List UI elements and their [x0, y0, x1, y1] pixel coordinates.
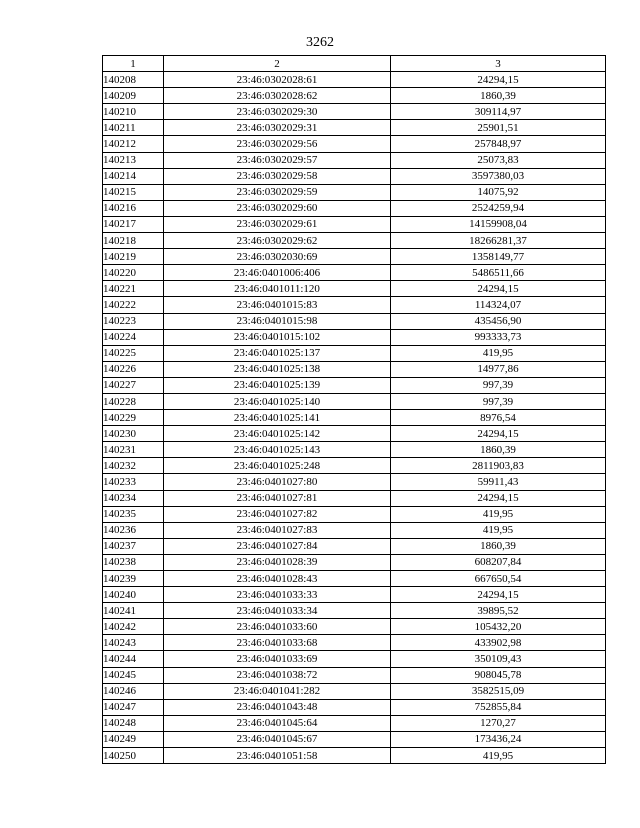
table-row — [103, 651, 606, 667]
table-row — [103, 361, 606, 377]
cadastral-number-cell: 23:46:0302029:30 — [164, 104, 391, 120]
cadastral-value-cell: 419,95 — [391, 522, 606, 538]
table-row — [103, 667, 606, 683]
cadastral-number-cell: 23:46:0401027:83 — [164, 522, 391, 538]
table-row — [103, 474, 606, 490]
row-number-cell: 140211 — [103, 120, 164, 136]
cadastral-number-cell: 23:46:0401027:81 — [164, 490, 391, 506]
cadastral-number-cell: 23:46:0302029:59 — [164, 184, 391, 200]
cadastral-value-cell: 997,39 — [391, 377, 606, 393]
cadastral-value-cell: 24294,15 — [391, 281, 606, 297]
cadastral-value-cell: 14159908,04 — [391, 216, 606, 232]
cadastral-value-cell: 59911,43 — [391, 474, 606, 490]
row-number-cell: 140216 — [103, 200, 164, 216]
cadastral-value-cell: 14075,92 — [391, 184, 606, 200]
cadastral-number-cell: 23:46:0401027:82 — [164, 506, 391, 522]
row-number-cell: 140215 — [103, 184, 164, 200]
row-number-cell: 140209 — [103, 88, 164, 104]
cadastral-value-cell: 24294,15 — [391, 426, 606, 442]
cadastral-value-cell: 1358149,77 — [391, 249, 606, 265]
table-row — [103, 233, 606, 249]
cadastral-value-cell: 14977,86 — [391, 361, 606, 377]
cadastral-value-cell: 2524259,94 — [391, 200, 606, 216]
table-row — [103, 538, 606, 554]
cadastral-number-cell: 23:46:0401027:84 — [164, 538, 391, 554]
cadastral-value-cell: 1860,39 — [391, 88, 606, 104]
cadastral-number-cell: 23:46:0302029:31 — [164, 120, 391, 136]
cadastral-number-cell: 23:46:0401033:34 — [164, 603, 391, 619]
table-row — [103, 329, 606, 345]
row-number-cell: 140242 — [103, 619, 164, 635]
row-number-cell: 140232 — [103, 458, 164, 474]
cadastral-number-cell: 23:46:0401033:69 — [164, 651, 391, 667]
cadastral-number-cell: 23:46:0302029:58 — [164, 168, 391, 184]
cadastral-number-cell: 23:46:0401025:140 — [164, 393, 391, 409]
table-row — [103, 72, 606, 88]
row-number-cell: 140210 — [103, 104, 164, 120]
table-row — [103, 442, 606, 458]
table-row — [103, 715, 606, 731]
row-number-cell: 140243 — [103, 635, 164, 651]
cadastral-value-cell: 1270,27 — [391, 715, 606, 731]
row-number-cell: 140223 — [103, 313, 164, 329]
cadastral-value-cell: 24294,15 — [391, 587, 606, 603]
row-number-cell: 140231 — [103, 442, 164, 458]
row-number-cell: 140227 — [103, 377, 164, 393]
row-number-cell: 140233 — [103, 474, 164, 490]
cadastral-value-cell: 3597380,03 — [391, 168, 606, 184]
cadastral-value-cell: 993333,73 — [391, 329, 606, 345]
row-number-cell: 140245 — [103, 667, 164, 683]
cadastral-number-cell: 23:46:0302029:57 — [164, 152, 391, 168]
cadastral-number-cell: 23:46:0401033:33 — [164, 587, 391, 603]
cadastral-number-cell: 23:46:0302029:61 — [164, 216, 391, 232]
cadastral-value-table — [102, 55, 606, 764]
table-row — [103, 393, 606, 409]
cadastral-value-cell: 3582515,09 — [391, 683, 606, 699]
row-number-cell: 140230 — [103, 426, 164, 442]
cadastral-number-cell: 23:46:0401041:282 — [164, 683, 391, 699]
cadastral-value-cell: 908045,78 — [391, 667, 606, 683]
row-number-cell: 140244 — [103, 651, 164, 667]
cadastral-number-cell: 23:46:0401033:60 — [164, 619, 391, 635]
row-number-cell: 140208 — [103, 72, 164, 88]
cadastral-number-cell: 23:46:0401045:64 — [164, 715, 391, 731]
table-row — [103, 490, 606, 506]
table-row — [103, 297, 606, 313]
cadastral-value-cell: 419,95 — [391, 345, 606, 361]
table-row — [103, 265, 606, 281]
cadastral-value-cell: 997,39 — [391, 393, 606, 409]
row-number-cell: 140224 — [103, 329, 164, 345]
cadastral-value-cell: 433902,98 — [391, 635, 606, 651]
cadastral-value-cell: 309114,97 — [391, 104, 606, 120]
row-number-cell: 140246 — [103, 683, 164, 699]
table-row — [103, 216, 606, 232]
column-header-2: 2 — [164, 56, 391, 72]
table-row — [103, 554, 606, 570]
row-number-cell: 140235 — [103, 506, 164, 522]
table-row — [103, 249, 606, 265]
table-row — [103, 748, 606, 764]
table-row — [103, 571, 606, 587]
table-row — [103, 184, 606, 200]
cadastral-number-cell: 23:46:0401025:248 — [164, 458, 391, 474]
cadastral-value-cell: 752855,84 — [391, 699, 606, 715]
cadastral-value-cell: 24294,15 — [391, 72, 606, 88]
cadastral-value-cell: 24294,15 — [391, 490, 606, 506]
column-header-3: 3 — [391, 56, 606, 72]
row-number-cell: 140248 — [103, 715, 164, 731]
cadastral-number-cell: 23:46:0401015:98 — [164, 313, 391, 329]
row-number-cell: 140238 — [103, 554, 164, 570]
row-number-cell: 140226 — [103, 361, 164, 377]
cadastral-value-cell: 667650,54 — [391, 571, 606, 587]
cadastral-value-cell: 114324,07 — [391, 297, 606, 313]
cadastral-value-cell: 5486511,66 — [391, 265, 606, 281]
cadastral-value-cell: 1860,39 — [391, 442, 606, 458]
cadastral-number-cell: 23:46:0401028:39 — [164, 554, 391, 570]
cadastral-number-cell: 23:46:0401025:143 — [164, 442, 391, 458]
row-number-cell: 140249 — [103, 731, 164, 747]
table-row — [103, 635, 606, 651]
table-row — [103, 200, 606, 216]
row-number-cell: 140239 — [103, 571, 164, 587]
table-row — [103, 506, 606, 522]
cadastral-number-cell: 23:46:0401033:68 — [164, 635, 391, 651]
cadastral-value-cell: 105432,20 — [391, 619, 606, 635]
row-number-cell: 140229 — [103, 410, 164, 426]
row-number-cell: 140234 — [103, 490, 164, 506]
table-row — [103, 345, 606, 361]
cadastral-value-cell: 2811903,83 — [391, 458, 606, 474]
table-row — [103, 410, 606, 426]
row-number-cell: 140218 — [103, 233, 164, 249]
row-number-cell: 140221 — [103, 281, 164, 297]
cadastral-number-cell: 23:46:0401015:102 — [164, 329, 391, 345]
cadastral-number-cell: 23:46:0401027:80 — [164, 474, 391, 490]
table-row — [103, 88, 606, 104]
cadastral-value-cell: 1860,39 — [391, 538, 606, 554]
cadastral-number-cell: 23:46:0401051:58 — [164, 748, 391, 764]
cadastral-number-cell: 23:46:0401038:72 — [164, 667, 391, 683]
cadastral-number-cell: 23:46:0401043:48 — [164, 699, 391, 715]
row-number-cell: 140225 — [103, 345, 164, 361]
table-row — [103, 731, 606, 747]
row-number-cell: 140214 — [103, 168, 164, 184]
table-row — [103, 168, 606, 184]
cadastral-number-cell: 23:46:0302030:69 — [164, 249, 391, 265]
table-row — [103, 136, 606, 152]
row-number-cell: 140247 — [103, 699, 164, 715]
table-row — [103, 152, 606, 168]
table-row — [103, 426, 606, 442]
table-row — [103, 522, 606, 538]
cadastral-value-cell: 608207,84 — [391, 554, 606, 570]
table-row — [103, 603, 606, 619]
row-number-cell: 140250 — [103, 748, 164, 764]
table-row — [103, 104, 606, 120]
cadastral-number-cell: 23:46:0401025:138 — [164, 361, 391, 377]
table-body — [103, 72, 606, 764]
table-row — [103, 683, 606, 699]
row-number-cell: 140219 — [103, 249, 164, 265]
cadastral-number-cell: 23:46:0401015:83 — [164, 297, 391, 313]
table-row — [103, 458, 606, 474]
row-number-cell: 140220 — [103, 265, 164, 281]
cadastral-number-cell: 23:46:0401045:67 — [164, 731, 391, 747]
row-number-cell: 140213 — [103, 152, 164, 168]
cadastral-number-cell: 23:46:0401006:406 — [164, 265, 391, 281]
cadastral-number-cell: 23:46:0401011:120 — [164, 281, 391, 297]
cadastral-number-cell: 23:46:0302028:61 — [164, 72, 391, 88]
table-row — [103, 313, 606, 329]
row-number-cell: 140237 — [103, 538, 164, 554]
column-header-1: 1 — [103, 56, 164, 72]
page-number: 3262 — [306, 35, 334, 50]
cadastral-number-cell: 23:46:0302028:62 — [164, 88, 391, 104]
cadastral-number-cell: 23:46:0401025:141 — [164, 410, 391, 426]
row-number-cell: 140212 — [103, 136, 164, 152]
cadastral-value-cell: 39895,52 — [391, 603, 606, 619]
cadastral-value-cell: 257848,97 — [391, 136, 606, 152]
table-header — [103, 56, 606, 72]
cadastral-number-cell: 23:46:0401025:142 — [164, 426, 391, 442]
cadastral-number-cell: 23:46:0302029:56 — [164, 136, 391, 152]
table-row — [103, 699, 606, 715]
cadastral-value-cell: 25073,83 — [391, 152, 606, 168]
table-row — [103, 120, 606, 136]
cadastral-number-cell: 23:46:0401028:43 — [164, 571, 391, 587]
cadastral-number-cell: 23:46:0302029:62 — [164, 233, 391, 249]
cadastral-number-cell: 23:46:0401025:139 — [164, 377, 391, 393]
row-number-cell: 140240 — [103, 587, 164, 603]
table-row — [103, 587, 606, 603]
row-number-cell: 140217 — [103, 216, 164, 232]
table-row — [103, 377, 606, 393]
cadastral-value-cell: 419,95 — [391, 506, 606, 522]
cadastral-value-cell: 419,95 — [391, 748, 606, 764]
cadastral-number-cell: 23:46:0401025:137 — [164, 345, 391, 361]
header-row — [103, 56, 606, 72]
cadastral-value-cell: 435456,90 — [391, 313, 606, 329]
cadastral-value-cell: 18266281,37 — [391, 233, 606, 249]
table-row — [103, 281, 606, 297]
row-number-cell: 140241 — [103, 603, 164, 619]
cadastral-number-cell: 23:46:0302029:60 — [164, 200, 391, 216]
row-number-cell: 140236 — [103, 522, 164, 538]
cadastral-value-cell: 173436,24 — [391, 731, 606, 747]
cadastral-value-cell: 350109,43 — [391, 651, 606, 667]
row-number-cell: 140228 — [103, 393, 164, 409]
cadastral-value-cell: 25901,51 — [391, 120, 606, 136]
cadastral-value-cell: 8976,54 — [391, 410, 606, 426]
row-number-cell: 140222 — [103, 297, 164, 313]
table-row — [103, 619, 606, 635]
